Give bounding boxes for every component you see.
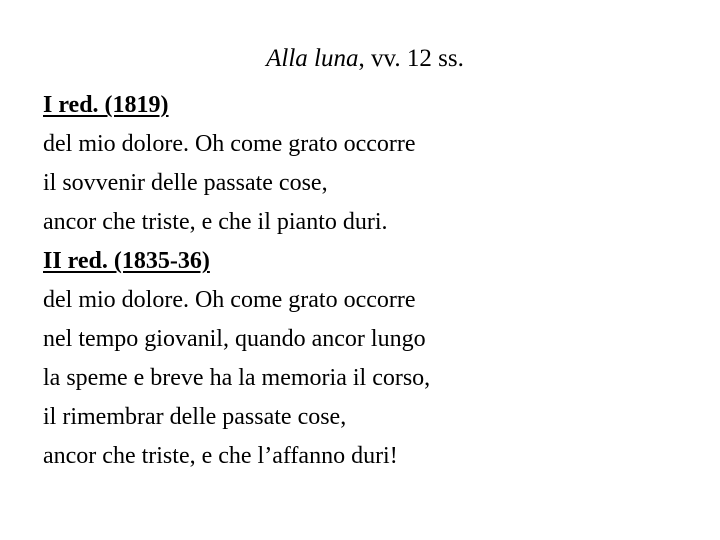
section-heading-first: I red. (1819) [43, 92, 169, 118]
verse-line: ancor che triste, e che l’affanno duri! [43, 443, 398, 469]
verse-line: il sovvenir delle passate cose, [43, 170, 328, 196]
verse-line: il rimembrar delle passate cose, [43, 404, 347, 430]
slide-title [0, 41, 720, 77]
verse-line: ancor che triste, e che il pianto duri. [43, 209, 388, 235]
text-body [43, 86, 703, 476]
section-heading-second: II red. (1835-36) [43, 248, 210, 274]
verse-line: del mio dolore. Oh come grato occorre [43, 287, 416, 313]
verse-line: del mio dolore. Oh come grato occorre [43, 131, 416, 157]
title-rest: , vv. 12 ss. [358, 45, 464, 72]
verse-line: la speme e breve ha la memoria il corso, [43, 365, 431, 391]
verse-line: nel tempo giovanil, quando ancor lungo [43, 326, 426, 352]
title-italic: Alla luna [266, 45, 359, 72]
